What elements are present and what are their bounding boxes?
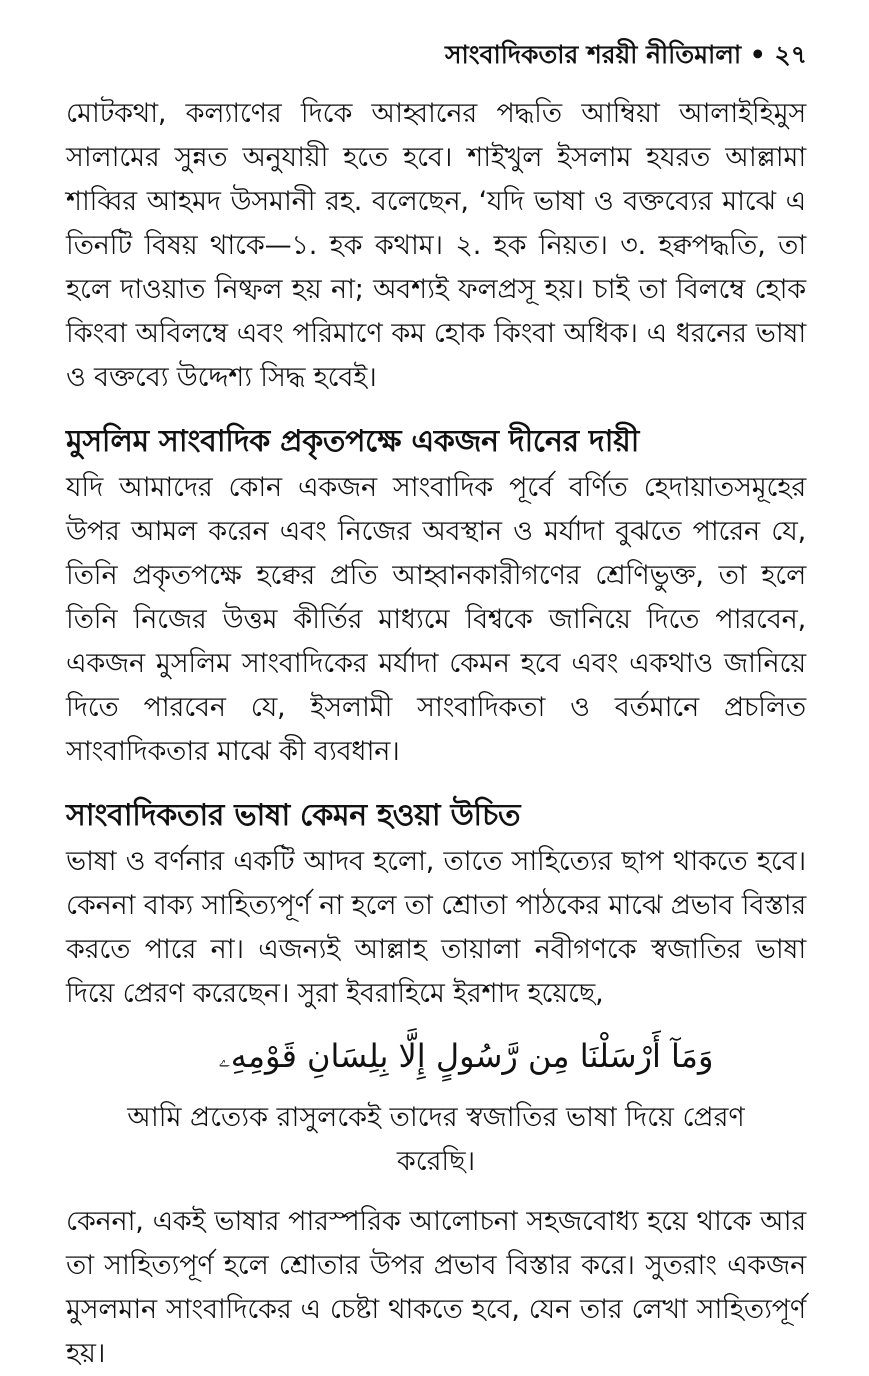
section-heading-muslim-journalist: মুসলিম সাংবাদিক প্রকৃতপক্ষে একজন দীনের দায়ী [66, 424, 640, 459]
verse-translation: আমি প্রত্যেক রাসুলকেই তাদের স্বজাতির ভাষা দিয়ে প্রেরণ করেছি। [127, 1102, 745, 1177]
quran-verse: وَمَآ أَرْسَلْنَا مِن رَّسُولٍ إِلَّا بِلِسَانِ قَوْمِهِۦ [218, 1037, 714, 1075]
paragraph-literary-language: কেননা, একই ভাষার পারস্পরিক আলোচনা সহজবোধ্য হয়ে থাকে আর তা সাহিত্যপূর্ণ হলে শ্রোতার উপর প্রভাব বিস্তার করে। সুতরাং একজন মুসলমান সাংবাদিকের এ চেষ্টা থাকতে হবে, যেন তার লেখা সাহিত্যপূর্ণ হয়। [66, 1206, 806, 1369]
running-header: সাংবাদিকতার শরয়ী নীতিমালা • ২৭ [445, 40, 807, 69]
paragraph-journalism-language: ভাষা ও বর্ণনার একটি আদব হলো, তাতে সাহিত্যের ছাপ থাকতে হবে। কেননা বাক্য সাহিত্যপূর্ণ না হলে তা শ্রোতা পাঠকের মাঝে প্রভাব বিস্তার করতে পারে না। এজন্যই আল্লাহ তায়ালা নবীগণকে স্বজাতির ভাষা দিয়ে প্রেরণ করেছেন। সুরা ইবরাহিমে ইরশাদ হয়েছে, [66, 846, 806, 1009]
section-heading-journalism-language: সাংবাদিকতার ভাষা কেমন হওয়া উচিত [66, 798, 521, 833]
paragraph-closing-remarks: মোটকথা, কল্যাণের দিকে আহ্বানের পদ্ধতি আম্বিয়া আলাইহিমুস সালামের সুন্নত অনুযায়ী হতে হবে। শাইখুল ইসলাম হযরত আল্লামা শাব্বির আহমদ উসমানী রহ. বলেছেন, ‘যদি ভাষা ও বক্তব্যের মাঝে এ তিনটি বিষয় থাকে—১. হক কথাম। ২. হক নিয়ত। ৩. হক্বপদ্ধতি, তা হলে দাওয়াত নিষ্ফল হয় না; অবশ্যই ফলপ্রসূ হয়। চাই তা বিলম্বে হোক কিংবা অবিলম্বে এবং পরিমাণে কম হোক কিংবা অধিক। এ ধরনের ভাষা ও বক্তব্যে উদ্দেশ্য সিদ্ধ হবেই। [66, 98, 806, 393]
paragraph-muslim-journalist: যদি আমাদের কোন একজন সাংবাদিক পূর্বে বর্ণিত হেদায়াতসমূহের উপর আমল করেন এবং নিজের অবস্থান ও মর্যাদা বুঝতে পারেন যে, তিনি প্রকৃতপক্ষে হক্বের প্রতি আহ্বানকারীগণের শ্রেণিভুক্ত, তা হলে তিনি নিজের উত্তম কীর্তির মাধ্যমে বিশ্বকে জানিয়ে দিতে পারবেন, একজন মুসলিম সাংবাদিকের মর্যাদা কেমন হবে এবং একথাও জানিয়ে দিতে পারবেন যে, ইসলামী সাংবাদিকতা ও বর্তমানে প্রচলিত সাংবাদিকতার মাঝে কী ব্যবধান। [66, 472, 806, 767]
page-content [66, 92, 806, 1376]
